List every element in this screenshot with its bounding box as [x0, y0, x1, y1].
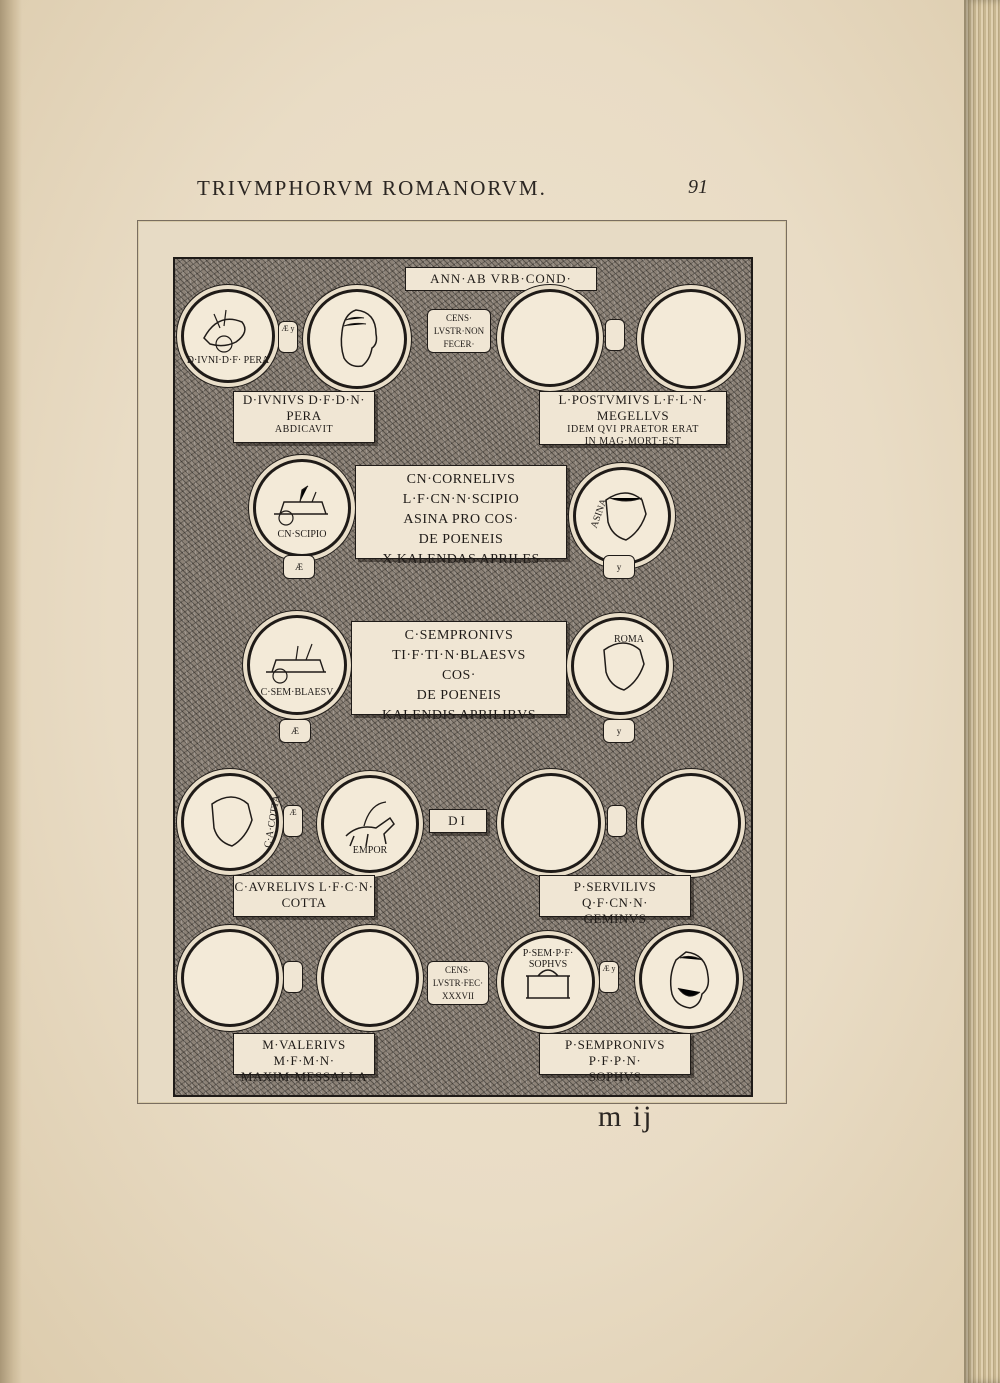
- census-line: LVSTR·NON: [433, 326, 485, 336]
- metal-tag-cartouche: [279, 719, 311, 743]
- coin-blank: [641, 289, 741, 389]
- plaque-line: ABDICAVIT: [274, 424, 334, 435]
- running-head: TRIVMPHORVM ROMANORVM.: [197, 176, 547, 200]
- di-label: [429, 809, 487, 833]
- plaque-line: KALENDIS APRILIBVS: [381, 708, 537, 723]
- plaque-line: C·SEMPRONIVS TI·F·TI·N·BLAESVS: [392, 628, 526, 663]
- plaque-sempronius: [351, 621, 567, 723]
- helmeted-head-icon: [184, 776, 276, 868]
- coin-sophus-reverse: [501, 935, 595, 1029]
- plaque-line: SOPHVS: [588, 1069, 642, 1084]
- pegasus-icon: [324, 778, 416, 870]
- coin-legend: P·SEM·P·F· SOPHVS: [522, 948, 574, 970]
- census-line: LVSTR·FEC·: [432, 978, 484, 988]
- metal-tag-cartouche: [278, 321, 298, 353]
- plaque-line: X KALENDAS APRILES: [382, 552, 540, 567]
- coin-blank: [641, 773, 741, 873]
- plaque-line: MEGELLVS: [596, 408, 670, 423]
- plaque-line: DE POENEIS: [418, 532, 504, 547]
- engraved-plate: [137, 220, 787, 1104]
- plaque-line: COTTA: [281, 895, 327, 910]
- plaque-line: GEMINVS: [583, 911, 647, 926]
- plaque-line: L·POSTVMIVS L·F·L·N·: [558, 392, 708, 407]
- census-line: CENS·: [445, 313, 472, 323]
- coin-cotta-obverse: [181, 773, 283, 871]
- metal-tag-cartouche: [283, 805, 303, 837]
- bearded-head-icon: [642, 932, 736, 1026]
- female-head-icon: [310, 292, 404, 386]
- coin-junius-reverse: [181, 289, 275, 383]
- page-number: 91: [688, 176, 708, 198]
- coin-bearded-head: [639, 929, 739, 1029]
- coin-scipio-reverse: [253, 459, 351, 557]
- census-line: CENS·: [444, 965, 471, 975]
- metal-tag: Æ y: [281, 324, 295, 333]
- plaque-line: IN MAG·MORT·EST: [584, 436, 682, 447]
- metal-tag-cartouche: [603, 555, 635, 579]
- plaque-line: MAXIM·MESSALLA: [240, 1069, 368, 1084]
- metal-tag: Æ: [294, 562, 303, 572]
- metal-tag: Æ y: [602, 964, 616, 973]
- coin-blank: [501, 773, 601, 873]
- coin-blank: [181, 929, 279, 1027]
- coin-legend: EMPOR: [352, 845, 388, 856]
- chariot-icon: [184, 292, 272, 380]
- coin-blank: [321, 929, 419, 1027]
- di-text: DI: [448, 813, 468, 828]
- census-cartouche: [427, 309, 491, 353]
- plaque-line: D·IVNIVS D·F·D·N·: [242, 392, 366, 407]
- metal-tag-cartouche: [599, 961, 619, 993]
- plate-field: [173, 257, 753, 1097]
- plaque-line: DE POENEIS: [416, 688, 502, 703]
- census-line: XXXVII: [442, 991, 474, 1001]
- coin-blaesus-reverse: [247, 615, 347, 715]
- coin-blank: [501, 289, 599, 387]
- helmeted-head-icon: [576, 470, 668, 562]
- blank-cartouche: [605, 319, 625, 351]
- plaque-line: CN·CORNELIVS L·F·CN·N·SCIPIO: [402, 472, 520, 507]
- metal-tag: Æ: [290, 726, 299, 736]
- coin-legend: D·IVNI·D·F· PERA: [186, 355, 270, 366]
- coin-pegasus-reverse: [321, 775, 419, 873]
- fore-edge: [964, 0, 1000, 1383]
- plaque-line: P·SERVILIVS Q·F·CN·N·: [573, 879, 657, 910]
- gutter-shadow: [0, 0, 22, 1383]
- coin-legend: C·A·COTTA: [262, 794, 283, 849]
- blank-cartouche: [607, 805, 627, 837]
- plaque-cornelius: [355, 465, 567, 567]
- coin-legend: C·SEM·BLAESV: [260, 687, 334, 698]
- census-cartouche: [427, 961, 489, 1005]
- plaque-junius: [233, 391, 375, 443]
- metal-tag: y: [616, 726, 622, 736]
- plaque-sempronius-sophus: [539, 1033, 691, 1084]
- metal-tag-cartouche: [603, 719, 635, 743]
- coin-legend: ROMA: [614, 634, 645, 645]
- metal-tag-cartouche: [283, 555, 315, 579]
- plaque-servilius: [539, 875, 691, 926]
- year-label: ANN·AB VRB·COND·: [405, 267, 597, 291]
- coin-roma-obverse: [571, 617, 669, 715]
- plaque-line: IDEM QVI PRAETOR ERAT: [567, 424, 699, 435]
- plaque-valerius: [233, 1033, 375, 1084]
- metal-tag: y: [616, 562, 622, 572]
- plaque-aurelius: [233, 875, 375, 917]
- quadriga-icon: [256, 462, 348, 554]
- plaque-line: M·VALERIVS M·F·M·N·: [262, 1037, 346, 1068]
- plaque-postumius: [539, 391, 727, 445]
- plaque-line: C·AVRELIVS L·F·C·N·: [234, 879, 374, 894]
- census-line: FECER·: [443, 339, 475, 349]
- plaque-line: ASINA PRO COS·: [403, 512, 519, 527]
- plaque-line: PERA: [286, 408, 322, 423]
- coin-junius-obverse: [307, 289, 407, 389]
- plaque-line: P·SEMPRONIVS P·F·P·N·: [565, 1037, 665, 1068]
- coin-legend: CN·SCIPIO: [277, 529, 327, 540]
- coin-legend: ASINA: [588, 497, 610, 530]
- signature-mark: m ij: [598, 1100, 654, 1133]
- metal-tag: Æ: [289, 808, 297, 817]
- plaque-line: COS·: [442, 668, 476, 683]
- coin-asina-obverse: [573, 467, 671, 565]
- blank-cartouche: [283, 961, 303, 993]
